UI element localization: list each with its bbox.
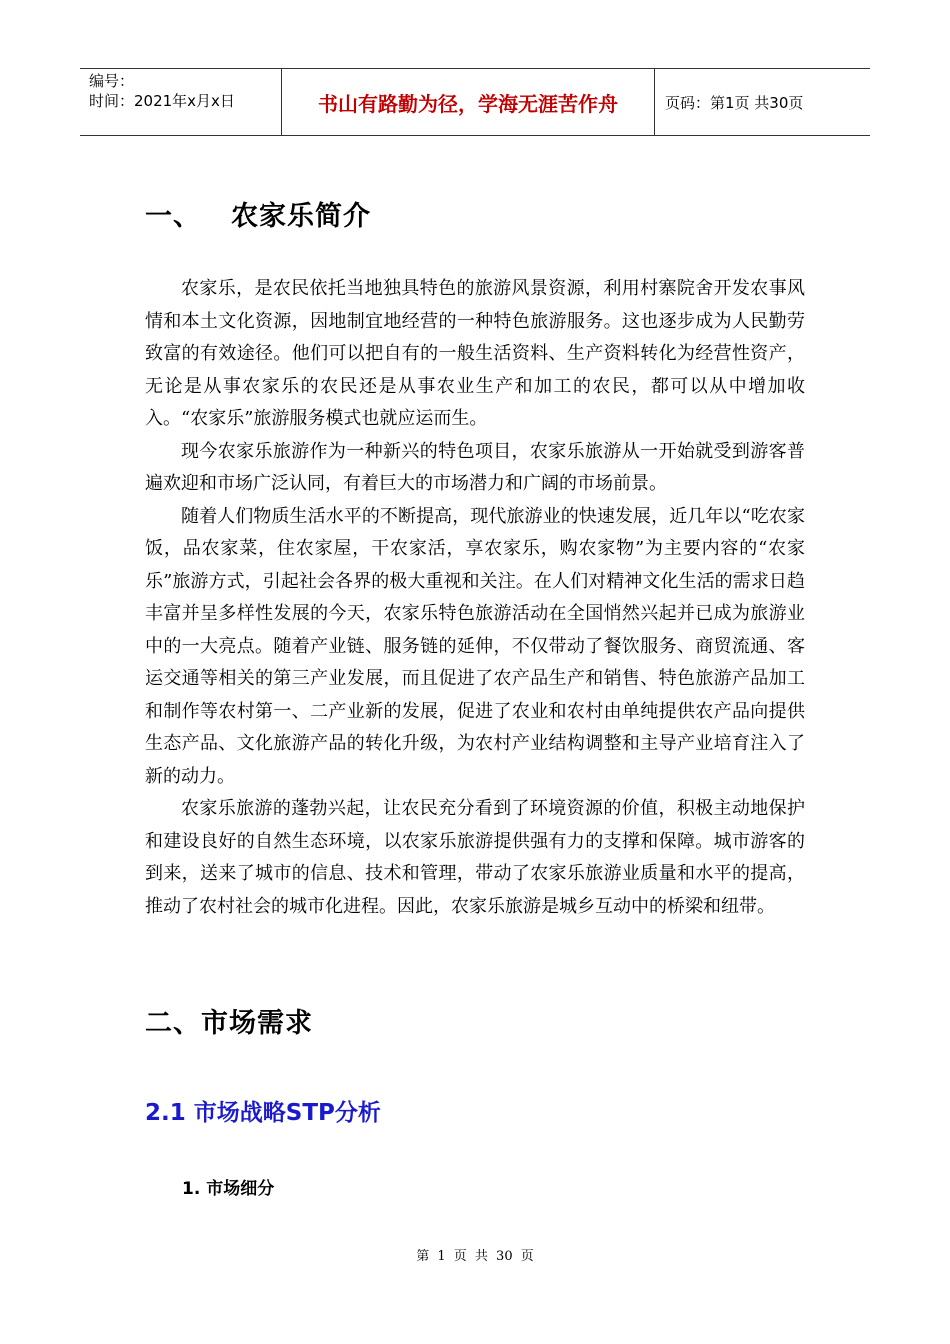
section1-title: 农家乐简介 [231, 201, 371, 232]
paragraph: 现今农家乐旅游作为一种新兴的特色项目，农家乐旅游从一开始就受到游客普遍欢迎和市场广泛认同，有着巨大的市场潜力和广阔的市场前景。 [145, 440, 805, 494]
paragraph: 农家乐旅游的蓬勃兴起，让农民充分看到了环境资源的价值，积极主动地保护和建设良好的自然生态环境，以农家乐旅游提供强有力的支撑和保障。城市游客的到来，送来了城市的信息、技术和管理，带动了农家乐旅游业质量和水平的提高，推动了农村社会的城市化进程。因此，农家乐旅游是城乡互动中的桥梁和纽带。 [145, 798, 805, 917]
document-date: 时间：2021年x月x日 [89, 92, 235, 110]
header-meta-cell [80, 69, 282, 135]
subsection-heading: 2.1 市场战略STP分析 [145, 1100, 381, 1126]
paragraph: 农家乐，是农民依托当地独具特色的旅游风景资源，利用村寨院舍开发农事风情和本土文化资源，因地制宜地经营的一种特色旅游服务。这也逐步成为人民勤劳致富的有效途径。他们可以把自有的一般生活资料、生产资料转化为经营性资产，无论是从事农家乐的农民还是从事农业生产和加工的农民，都可以从中增加收入。“农家乐”旅游服务模式也就应运而生。 [145, 278, 805, 429]
section1-body [145, 273, 805, 923]
page-footer: 第 1 页 共 30 页 [416, 1249, 534, 1264]
section1-number: 一、 [145, 201, 201, 232]
header-motto: 书山有路勤为径，学海无涯苦作舟 [282, 69, 655, 135]
item-heading: 1. 市场细分 [182, 1179, 275, 1199]
page-header [80, 68, 870, 136]
document-number-label: 编号： [89, 72, 135, 90]
section2-heading: 二、市场需求 [145, 1008, 313, 1039]
section1-heading [145, 194, 371, 233]
header-page-info: 页码：第1页 共30页 [665, 93, 804, 112]
paragraph: 随着人们物质生活水平的不断提高，现代旅游业的快速发展，近几年以“吃农家饭，品农家菜，住农家屋，干农家活，享农家乐，购农家物”为主要内容的“农家乐”旅游方式，引起社会各界的极大重视和关注。在人们对精神文化生活的需求日趋丰富并呈多样性发展的今天，农家乐特色旅游活动在全国悄然兴起并已成为旅游业中的一大亮点。随着产业链、服务链的延伸，不仅带动了餐饮服务、商贸流通、客运交通等相关的第三产业发展，而且促进了农产品生产和销售、特色旅游产品加工和制作等农村第一、二产业新的发展，促进了农业和农村由单纯提供农产品向提供生态产品、文化旅游产品的转化升级，为农村产业结构调整和主导产业培育注入了新的动力。 [145, 505, 805, 787]
